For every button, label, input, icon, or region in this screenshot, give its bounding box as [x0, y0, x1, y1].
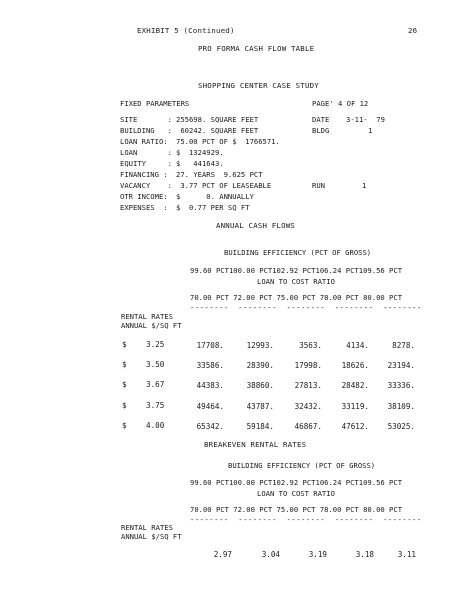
table-cell: 28390. [246, 361, 274, 370]
table-cell: 3563. [299, 341, 322, 350]
param-value: 60242. SQUARE FEET [176, 126, 259, 135]
building-efficiency-heading: BUILDING EFFICIENCY (PCT OF GROSS) [228, 461, 376, 470]
annual-sqft-label: ANNUAL $/SQ FT [121, 532, 182, 541]
breakeven-title: BREAKEVEN RENTAL RATES [204, 440, 307, 449]
param-key: VACANCY : [120, 181, 172, 190]
param-value: $ 441643. [176, 159, 224, 168]
table-cell: 49464. [196, 402, 224, 411]
dollar-sign: $ [122, 401, 127, 410]
loan-to-cost-heading: LOAN TO COST RATIO [257, 489, 335, 498]
table-cell: 65342. [196, 422, 224, 431]
efficiency-columns: 99.60 PCT100.00 PCT102.92 PCT106.24 PCT109.56 PCT [190, 266, 403, 275]
table-cell: 3.18 [355, 550, 374, 559]
param-value: $ 0.77 PER SQ FT [176, 203, 250, 212]
table-cell: 17708. [196, 341, 224, 350]
rental-rate: 3.75 [146, 401, 165, 410]
param-key: LOAN RATIO: [120, 137, 168, 146]
bldg-value: 1 [368, 126, 373, 135]
table-cell: 27813. [294, 381, 322, 390]
param-value: $ 0. ANNUALLY [176, 192, 254, 201]
table-cell: 17998. [294, 361, 322, 370]
table-cell: 33119. [341, 402, 369, 411]
table-cell: 33336. [387, 381, 415, 390]
fixed-parameters-label: FIXED PARAMETERS [120, 99, 190, 108]
dollar-sign: $ [122, 380, 127, 389]
exhibit-heading: EXHIBIT 5 (Continued) [137, 26, 235, 35]
page-number: 26 [408, 26, 418, 35]
table-cell: 53025. [387, 422, 415, 431]
loan-to-cost-heading: LOAN TO COST RATIO [257, 277, 335, 286]
loan-columns: 70.00 PCT 72.00 PCT 75.00 PCT 78.00 PCT 80.00 PCT [190, 293, 403, 302]
param-key: SITE : [120, 115, 172, 124]
date-value: 3-11- 79 [346, 115, 385, 124]
dollar-sign: $ [122, 360, 127, 369]
table-cell: 18626. [341, 361, 369, 370]
table-cell: 43787. [246, 402, 274, 411]
table-cell: 3.11 [397, 550, 416, 559]
annual-sqft-label: ANNUAL $/SQ FT [121, 321, 182, 330]
table-cell: 12993. [246, 341, 274, 350]
param-value: 75.00 PCT OF $ 1766571. [176, 137, 280, 146]
table-cell: 33586. [196, 361, 224, 370]
table-cell: 38109. [387, 402, 415, 411]
table-cell: 3.04 [261, 550, 280, 559]
column-divider: -------- -------- -------- -------- -------- [190, 303, 422, 312]
date-label: DATE [312, 115, 330, 124]
param-key: OTR INCOME: [120, 192, 168, 201]
table-cell: 32432. [294, 402, 322, 411]
table-cell: 2.97 [213, 550, 232, 559]
bldg-label: BLDG [312, 126, 330, 135]
param-key: FINANCING : [120, 170, 168, 179]
table-cell: 8278. [392, 341, 415, 350]
table-cell: 28482. [341, 381, 369, 390]
rental-rates-label: RENTAL RATES [121, 523, 173, 532]
rental-rate: 4.00 [146, 421, 165, 430]
run-value: 1 [362, 181, 367, 190]
param-key: EXPENSES : [120, 203, 168, 212]
rental-rate: 3.50 [146, 360, 165, 369]
table-cell: 4134. [346, 341, 369, 350]
dollar-sign: $ [122, 340, 127, 349]
table-cell: 38860. [246, 381, 274, 390]
param-value: 27. YEARS 9.625 PCT [176, 170, 263, 179]
building-efficiency-heading: BUILDING EFFICIENCY (PCT OF GROSS) [224, 248, 372, 257]
param-key: LOAN : [120, 148, 172, 157]
param-value: $ 1324929. [176, 148, 224, 157]
param-key: EQUITY : [120, 159, 172, 168]
study-title: SHOPPING CENTER CASE STUDY [198, 81, 319, 90]
rental-rates-label: RENTAL RATES [121, 312, 173, 321]
param-key: BUILDING : [120, 126, 172, 135]
loan-columns: 70.00 PCT 72.00 PCT 75.00 PCT 78.00 PCT 80.00 PCT [190, 505, 403, 514]
table-cell: 59184. [246, 422, 274, 431]
efficiency-columns: 99.60 PCT100.00 PCT102.92 PCT106.24 PCT109.56 PCT [190, 478, 403, 487]
run-label: RUN [312, 181, 325, 190]
param-value: 3.77 PCT OF LEASEABLE [176, 181, 272, 190]
dollar-sign: $ [122, 421, 127, 430]
rental-rate: 3.25 [146, 340, 165, 349]
annual-cash-flows-title: ANNUAL CASH FLOWS [216, 221, 296, 230]
table-cell: 23194. [387, 361, 415, 370]
page-indicator: PAGE' 4 OF 12 [312, 99, 369, 108]
table-cell: 46867. [294, 422, 322, 431]
column-divider: -------- -------- -------- -------- -------- [190, 515, 422, 524]
rental-rate: 3.67 [146, 380, 165, 389]
param-value: 255698. SQUARE FEET [176, 115, 259, 124]
table-title: PRO FORMA CASH FLOW TABLE [198, 44, 315, 53]
table-cell: 3.19 [308, 550, 327, 559]
table-cell: 44383. [196, 381, 224, 390]
table-cell: 47612. [341, 422, 369, 431]
